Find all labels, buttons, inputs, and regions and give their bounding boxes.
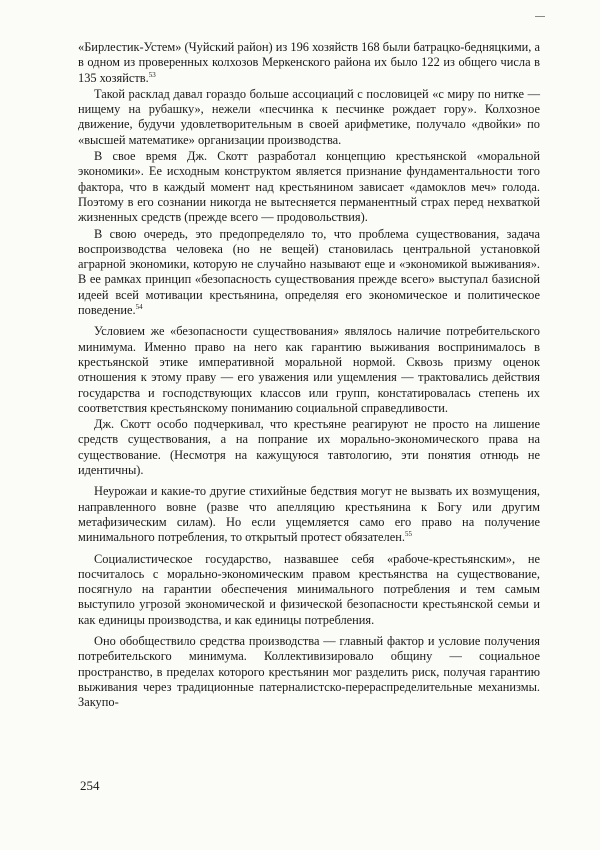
paragraph-2 (78, 87, 540, 148)
paragraph-6-text: Дж. Скотт особо подчеркивал, что крестьяне реагируют не просто на лишение средств существования, а на попрание их морально-экономического права на существование. (Несмотря на кажущуюся тавтологию, эти понятия отнюдь не идентичны). (78, 417, 540, 478)
paragraph-2-text: Такой расклад давал гораздо больше ассоциаций с пословицей «с миру по нитке — нищему на рубашку», нежели «песчинка к песчинке рождает гору». Колхозное движение, будучи удовлетворительным в своей арифметике, получало «двойки» по «высшей математике» организации производства. (78, 86, 540, 147)
scan-mark (535, 16, 545, 17)
paragraph-8 (78, 552, 540, 628)
paragraph-5 (78, 324, 540, 416)
paragraph-7-text: Неурожаи и какие-то другие стихийные бедствия могут не вызвать их возмущения, направленного вовне (разве что апелляцию крестьянина к Богу или другим метафизическим силам). Но если ущемляется само его право на получение минимального потребления, то открытый протест обязателен. (78, 484, 540, 545)
footnote-ref-54: 54 (135, 302, 143, 311)
paragraph-4 (78, 227, 540, 319)
paragraph-4-text: В свою очередь, это предопределяло то, что проблема существования, задача воспроизводства человека (но не вещей) становилась центральной установкой аграрной экономики, которую не случайно называют еще и «экономикой выживания». В ее рамках принцип «безопасность существования прежде всего» выступал базисной идеей всей мотивации крестьянина, определяя его экономическое и политическое поведение. (78, 226, 540, 318)
paragraph-9-text: Оно обобществило средства производства — главный фактор и условие получения потребительского минимума. Коллективизировало общину — социальное пространство, в пределах которого крестьянин мог разделить риск, получая гарантию выживания через традиционные патерналистско-перераспределительные механизмы. Закупо- (78, 633, 540, 710)
footnote-ref-55: 55 (404, 530, 412, 539)
paragraph-3-text: В свое время Дж. Скотт разработал концепцию крестьянской «моральной экономики». Ее исходным конструктом является признание фундаментальности того фактора, что в каждый момент над крестьянином зависает «дамоклов меч» голода. Поэтому в его сознании никогда не вытесняется перманентный страх перед нехваткой жизненных средств (прежде всего — продовольствия). (78, 149, 540, 225)
paragraph-5-text: Условием же «безопасности существования» являлось наличие потребительского минимума. Именно право на него как гарантию выживания воспринималось в крестьянской этике императивной моральной нормой. Сквозь призму оценок отношения к этому праву — его уважения или ущемления — трактовались действия государства и господствующих классов или групп, констатировалась степень их соответствия крестьянскому пониманию социальной справедливости. (78, 324, 540, 415)
paragraph-6 (78, 417, 540, 478)
page-number: 254 (80, 778, 100, 793)
footnote-ref-53: 53 (148, 70, 156, 79)
paragraph-3 (78, 149, 540, 225)
paragraph-9 (78, 634, 540, 710)
paragraph-1 (78, 40, 540, 86)
paragraph-7 (78, 484, 540, 545)
paragraph-8-text: Социалистическое государство, назвавшее себя «рабоче-крестьянским», не посчиталось с морально-экономическим правом крестьянства на существование, посягнуло на гарантии обеспечения минимального потребления и тем самым выступило угрозой экономической и физической безопасности крестьянской семьи и как единицы производства, и как единицы потребления. (78, 551, 540, 627)
paragraph-1-text: «Бирлестик-Устем» (Чуйский район) из 196 хозяйств 168 были батрацко-бедняцкими, а в одном из проверенных колхозов Меркенского района их было 122 из общего числа в 135 хозяйств. (78, 40, 540, 85)
body-text (78, 40, 540, 711)
